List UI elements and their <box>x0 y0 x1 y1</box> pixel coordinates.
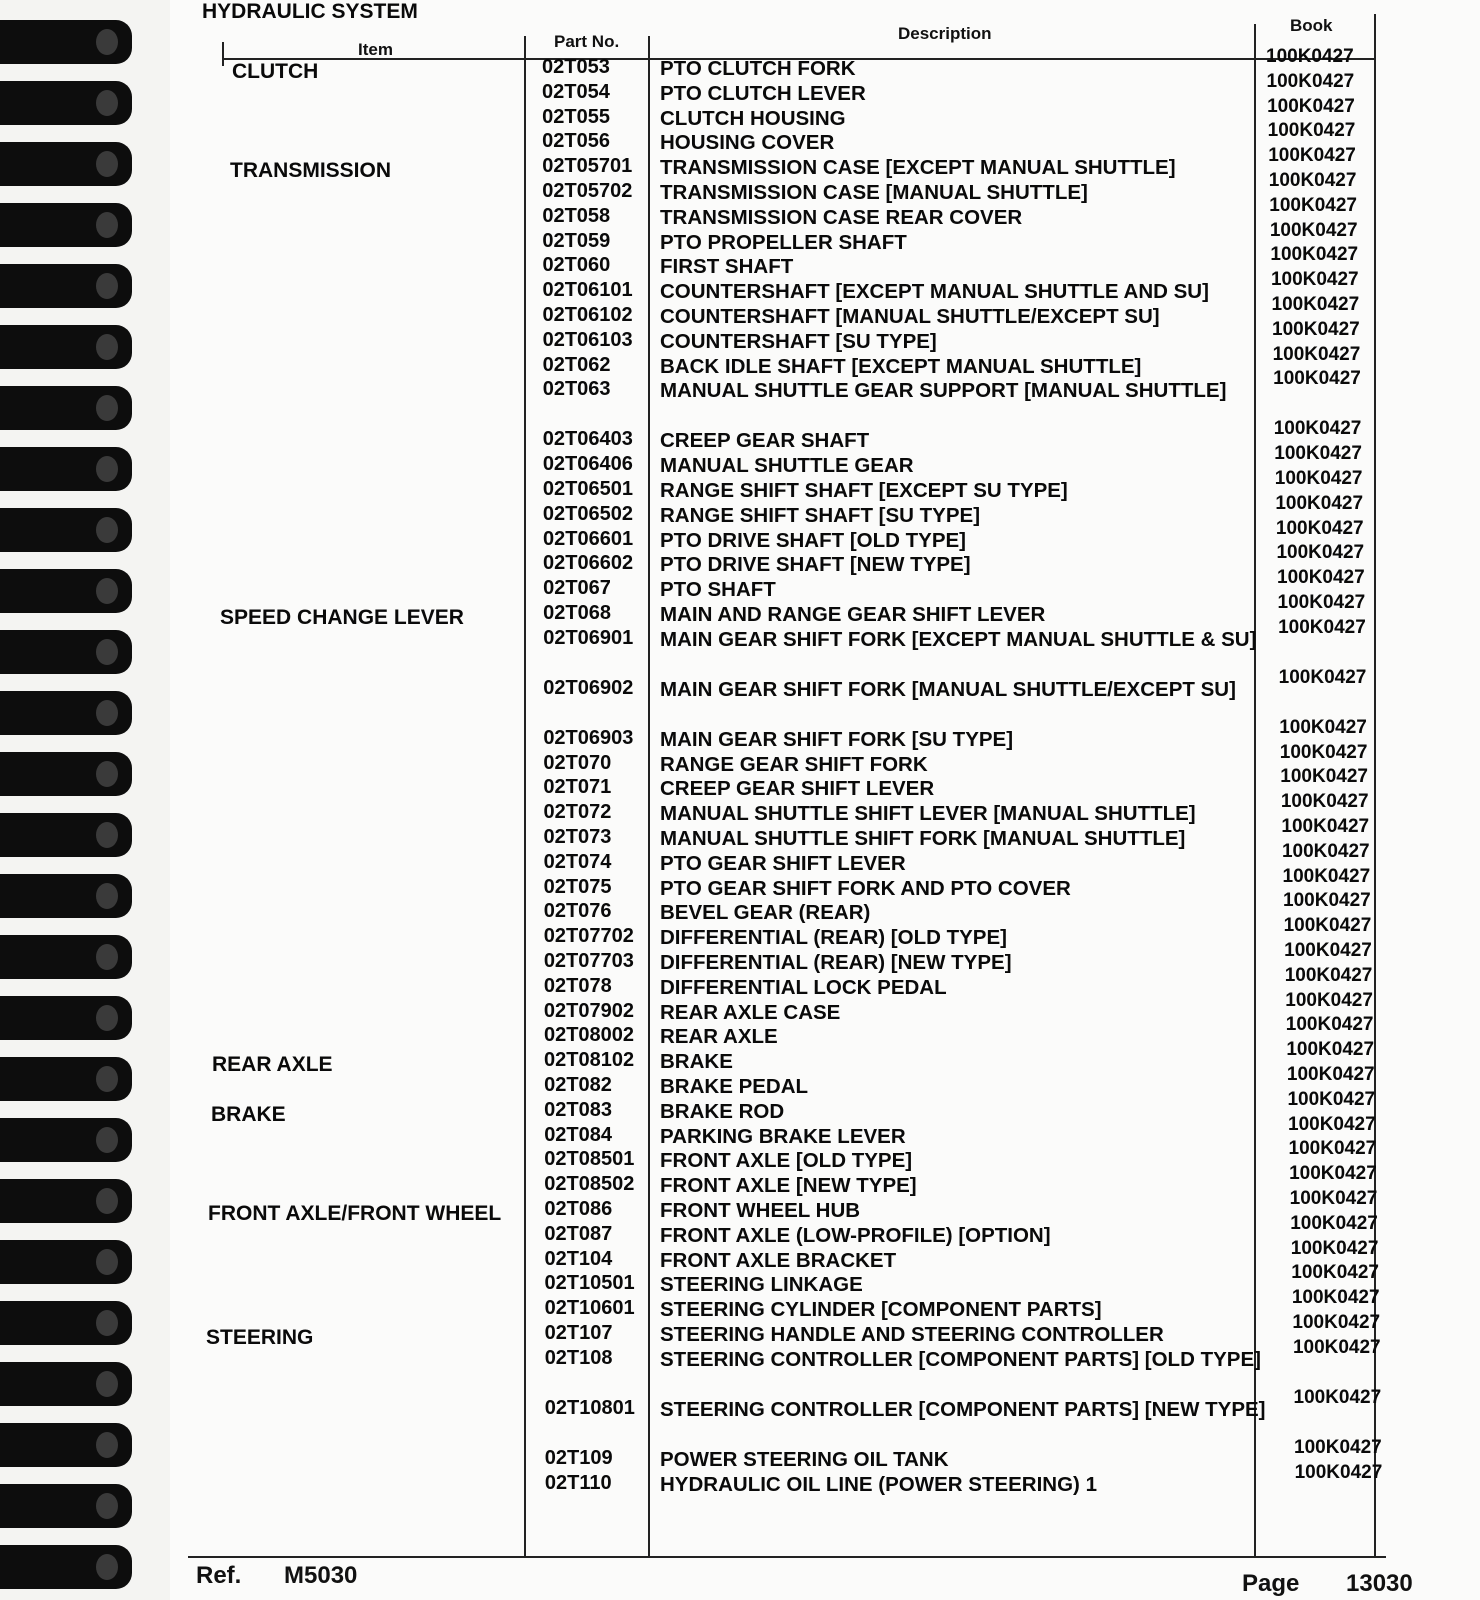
book-number: 100K0427 <box>1274 468 1363 489</box>
part-number: 02T068 <box>543 602 611 624</box>
part-description: HOUSING COVER <box>660 131 835 155</box>
binding-ring <box>0 1179 132 1223</box>
part-description: PTO PROPELLER SHAFT <box>660 230 907 254</box>
part-description: PTO GEAR SHIFT LEVER <box>660 851 906 875</box>
part-description: CREEP GEAR SHAFT <box>660 429 870 453</box>
section-label: HYDRAULIC SYSTEM <box>202 0 418 23</box>
part-number: 02T10801 <box>544 1396 635 1419</box>
book-number: 100K0427 <box>1285 989 1373 1011</box>
book-number: 100K0427 <box>1287 1088 1376 1110</box>
part-description: REAR AXLE CASE <box>660 1000 841 1024</box>
part-description: BACK IDLE SHAFT [EXCEPT MANUAL SHUTTLE] <box>660 354 1142 378</box>
part-number: 02T056 <box>542 130 610 153</box>
part-number: 02T10601 <box>544 1297 635 1320</box>
book-number: 100K0427 <box>1281 816 1370 837</box>
book-number: 100K0427 <box>1269 219 1358 241</box>
part-number: 02T071 <box>543 776 612 799</box>
book-number: 100K0427 <box>1266 46 1354 67</box>
part-number: 02T08002 <box>543 1024 635 1047</box>
part-number: 02T107 <box>544 1322 613 1344</box>
book-number: 100K0427 <box>1278 616 1366 638</box>
part-number: 02T07702 <box>543 925 634 948</box>
part-number: 02T054 <box>542 80 610 103</box>
part-number: 02T060 <box>542 254 611 277</box>
header-part-no: Part No. <box>554 32 620 51</box>
book-number: 100K0427 <box>1266 70 1355 92</box>
part-description: DIFFERENTIAL LOCK PEDAL <box>660 975 947 999</box>
part-description: PTO DRIVE SHAFT [NEW TYPE] <box>660 553 971 577</box>
part-number: 02T062 <box>542 353 611 376</box>
binding-ring <box>0 1057 132 1101</box>
book-number: 100K0427 <box>1270 269 1359 291</box>
part-number: 02T072 <box>543 801 612 824</box>
part-description: MAIN GEAR SHIFT FORK [SU TYPE] <box>660 727 1014 751</box>
part-description: CREEP GEAR SHIFT LEVER <box>660 777 935 801</box>
part-description: PTO SHAFT <box>660 578 776 602</box>
header-description: Description <box>898 24 992 43</box>
book-number: 100K0427 <box>1286 1039 1375 1061</box>
book-number: 100K0427 <box>1286 1064 1375 1085</box>
binding-ring <box>0 203 132 247</box>
book-number: 100K0427 <box>1270 244 1359 266</box>
part-number: 02T053 <box>542 56 610 78</box>
book-number: 100K0427 <box>1282 865 1371 887</box>
part-description: BEVEL GEAR (REAR) <box>660 901 871 925</box>
part-description: COUNTERSHAFT [SU TYPE] <box>660 329 937 353</box>
book-number: 100K0427 <box>1290 1237 1379 1259</box>
part-number: 02T087 <box>544 1222 613 1245</box>
section-label: SPEED CHANGE LEVER <box>220 606 464 629</box>
part-number: 02T055 <box>542 105 610 128</box>
part-description: BRAKE PEDAL <box>660 1075 809 1098</box>
book-number: 100K0427 <box>1289 1163 1377 1185</box>
binding-ring <box>0 1301 132 1345</box>
binding-ring <box>0 508 132 552</box>
book-number: 100K0427 <box>1273 368 1361 390</box>
binding-ring <box>0 264 132 308</box>
book-number: 100K0427 <box>1294 1436 1382 1458</box>
part-description: DIFFERENTIAL (REAR) [OLD TYPE] <box>660 926 1007 950</box>
part-number: 02T058 <box>542 204 611 227</box>
part-number: 02T06103 <box>542 328 633 351</box>
book-number: 100K0427 <box>1280 766 1368 788</box>
part-number: 02T070 <box>543 751 612 774</box>
book-number: 100K0427 <box>1289 1188 1378 1209</box>
part-description: COUNTERSHAFT [MANUAL SHUTTLE/EXCEPT SU] <box>660 305 1160 328</box>
binding-ring <box>0 1240 132 1284</box>
part-number: 02T074 <box>543 850 612 873</box>
binding-ring <box>0 1362 132 1406</box>
part-number: 02T082 <box>544 1074 612 1096</box>
book-number: 100K0427 <box>1267 95 1355 117</box>
book-number: 100K0427 <box>1283 890 1371 912</box>
part-number: 02T08102 <box>544 1049 635 1072</box>
book-number: 100K0427 <box>1288 1138 1377 1160</box>
part-number: 02T075 <box>543 875 612 898</box>
section-label: BRAKE <box>211 1102 286 1126</box>
part-number: 02T08501 <box>544 1148 635 1171</box>
binding-ring <box>0 813 132 857</box>
part-number: 02T083 <box>544 1098 612 1121</box>
book-number: 100K0427 <box>1280 791 1369 813</box>
part-number: 02T07703 <box>543 950 634 972</box>
part-description: HYDRAULIC OIL LINE (POWER STEERING) 1 <box>660 1472 1097 1496</box>
part-number: 02T06501 <box>542 478 633 500</box>
part-number: 02T05702 <box>542 180 633 202</box>
part-description: PTO DRIVE SHAFT [OLD TYPE] <box>660 528 966 552</box>
part-description: FRONT AXLE BRACKET <box>660 1248 897 1272</box>
book-number: 100K0427 <box>1288 1113 1376 1135</box>
binding-ring <box>0 874 132 918</box>
part-description: STEERING CONTROLLER [COMPONENT PARTS] [NEW TYPE] <box>660 1397 1266 1421</box>
part-description: STEERING CYLINDER [COMPONENT PARTS] <box>660 1298 1102 1322</box>
part-description: BRAKE ROD <box>660 1099 785 1123</box>
binding-ring <box>0 996 132 1040</box>
book-number: 100K0427 <box>1274 443 1362 465</box>
page-label: Page <box>1242 1570 1300 1597</box>
part-description: MAIN GEAR SHIFT FORK [EXCEPT MANUAL SHUTTLE & SU] <box>660 627 1257 651</box>
book-number: 100K0427 <box>1267 120 1356 142</box>
part-description: RANGE SHIFT SHAFT [EXCEPT SU TYPE] <box>660 479 1068 502</box>
book-number: 100K0427 <box>1291 1287 1380 1309</box>
binding-ring <box>0 325 132 369</box>
binding-ring <box>0 752 132 796</box>
binding-ring <box>0 1545 132 1589</box>
part-number: 02T108 <box>544 1346 613 1369</box>
binding-ring <box>0 386 132 430</box>
spiral-binding <box>0 0 170 1600</box>
section-label: REAR AXLE <box>212 1053 333 1077</box>
binding-ring <box>0 691 132 735</box>
page-number: 13030 <box>1346 1570 1413 1597</box>
book-number: 100K0427 <box>1272 343 1361 365</box>
part-description: FRONT AXLE [NEW TYPE] <box>660 1174 917 1198</box>
part-description: TRANSMISSION CASE [MANUAL SHUTTLE] <box>660 181 1088 204</box>
part-description: FRONT AXLE (LOW-PROFILE) [OPTION] <box>660 1223 1051 1247</box>
part-number: 02T063 <box>542 378 611 401</box>
book-number: 100K0427 <box>1279 716 1367 738</box>
book-number: 100K0427 <box>1294 1461 1383 1483</box>
header-book: Book <box>1290 16 1333 35</box>
part-description: MANUAL SHUTTLE GEAR <box>660 454 914 478</box>
ref-label: Ref. <box>196 1562 242 1589</box>
part-number: 02T08502 <box>544 1173 635 1196</box>
part-description: POWER STEERING OIL TANK <box>660 1447 949 1471</box>
book-number: 100K0427 <box>1276 542 1365 564</box>
book-number: 100K0427 <box>1278 666 1367 688</box>
part-number: 02T06102 <box>542 304 633 326</box>
binding-ring <box>0 569 132 613</box>
part-number: 02T076 <box>543 900 612 923</box>
part-number: 02T059 <box>542 229 611 252</box>
part-number: 02T06901 <box>543 626 634 649</box>
parts-index-page <box>170 0 1480 1600</box>
part-description: MAIN GEAR SHIFT FORK [MANUAL SHUTTLE/EXCEPT SU] <box>660 677 1236 701</box>
binding-ring <box>0 1423 132 1467</box>
binding-ring <box>0 142 132 186</box>
part-number: 02T06101 <box>542 279 633 302</box>
bottom-rule <box>188 1556 1386 1558</box>
part-description: STEERING LINKAGE <box>660 1273 863 1297</box>
part-number: 02T05701 <box>542 155 633 178</box>
part-description: TRANSMISSION CASE REAR COVER <box>660 205 1023 229</box>
part-description: MANUAL SHUTTLE SHIFT LEVER [MANUAL SHUTTLE] <box>660 802 1196 826</box>
part-description: FRONT AXLE [OLD TYPE] <box>660 1149 913 1173</box>
book-number: 100K0427 <box>1284 940 1372 961</box>
part-description: RANGE GEAR SHIFT FORK <box>660 752 928 776</box>
part-description: PTO CLUTCH FORK <box>660 57 856 80</box>
part-description: RANGE SHIFT SHAFT [SU TYPE] <box>660 503 981 527</box>
part-number: 02T067 <box>543 577 611 600</box>
part-number: 02T06902 <box>543 676 634 699</box>
book-number: 100K0427 <box>1272 318 1360 340</box>
book-number: 100K0427 <box>1293 1386 1382 1408</box>
description-column-rule <box>648 36 650 1556</box>
binding-ring <box>0 447 132 491</box>
book-number: 100K0427 <box>1291 1262 1379 1284</box>
part-description: REAR AXLE <box>660 1025 778 1049</box>
part-number: 02T086 <box>544 1198 613 1220</box>
part-description: MANUAL SHUTTLE SHIFT FORK [MANUAL SHUTTLE] <box>660 827 1186 850</box>
binding-ring <box>0 1484 132 1528</box>
book-number: 100K0427 <box>1268 145 1356 167</box>
part-number: 02T07902 <box>543 999 634 1022</box>
section-label: TRANSMISSION <box>230 159 392 183</box>
part-number: 02T06602 <box>543 552 634 575</box>
part-description: STEERING CONTROLLER [COMPONENT PARTS] [OLD TYPE] <box>660 1347 1261 1371</box>
part-description: FIRST SHAFT <box>660 255 794 279</box>
binding-ring <box>0 1118 132 1162</box>
part-number: 02T073 <box>543 826 612 848</box>
book-number: 100K0427 <box>1279 741 1368 763</box>
part-description: DIFFERENTIAL (REAR) [NEW TYPE] <box>660 951 1012 974</box>
part-number: 02T110 <box>544 1471 612 1494</box>
part-number: 02T084 <box>544 1123 613 1146</box>
book-number: 100K0427 <box>1284 964 1373 986</box>
part-number: 02T06406 <box>542 453 633 476</box>
book-number: 100K0427 <box>1292 1336 1381 1358</box>
book-number: 100K0427 <box>1268 170 1357 191</box>
book-number: 100K0427 <box>1277 592 1366 613</box>
part-description: COUNTERSHAFT [EXCEPT MANUAL SHUTTLE AND SU] <box>660 280 1209 304</box>
part-description: PTO GEAR SHIFT FORK AND PTO COVER <box>660 876 1071 900</box>
part-number: 02T06601 <box>542 527 634 550</box>
part-number: 02T104 <box>544 1247 613 1270</box>
part-description: TRANSMISSION CASE [EXCEPT MANUAL SHUTTLE] <box>660 156 1176 180</box>
book-number: 100K0427 <box>1292 1312 1381 1333</box>
part-description: PARKING BRAKE LEVER <box>660 1124 906 1148</box>
part-number: 02T10501 <box>544 1272 635 1295</box>
book-number: 100K0427 <box>1290 1212 1378 1234</box>
part-column-rule <box>524 36 526 1556</box>
part-description: FRONT WHEEL HUB <box>660 1199 861 1222</box>
book-number: 100K0427 <box>1285 1014 1374 1036</box>
part-description: BRAKE <box>660 1050 733 1074</box>
binding-ring <box>0 630 132 674</box>
part-number: 02T06502 <box>542 502 633 525</box>
book-number: 100K0427 <box>1269 194 1357 216</box>
part-description: MANUAL SHUTTLE GEAR SUPPORT [MANUAL SHUTTLE] <box>660 379 1227 403</box>
part-description: STEERING HANDLE AND STEERING CONTROLLER <box>660 1323 1164 1346</box>
part-description: MAIN AND RANGE GEAR SHIFT LEVER <box>660 603 1046 626</box>
section-label: STEERING <box>206 1326 314 1349</box>
part-description: PTO CLUTCH LEVER <box>660 81 866 105</box>
header-item: Item <box>358 40 393 59</box>
book-number: 100K0427 <box>1281 840 1370 862</box>
section-label: CLUTCH <box>232 60 319 83</box>
book-number: 100K0427 <box>1277 567 1365 589</box>
part-number: 02T109 <box>544 1446 613 1469</box>
binding-ring <box>0 81 132 125</box>
binding-ring <box>0 935 132 979</box>
book-number: 100K0427 <box>1275 492 1364 514</box>
part-number: 02T06403 <box>542 428 633 451</box>
section-label: FRONT AXLE/FRONT WHEEL <box>208 1202 502 1225</box>
left-rule <box>222 42 224 66</box>
binding-ring <box>0 20 132 64</box>
part-description: CLUTCH HOUSING <box>660 106 846 130</box>
part-number: 02T06903 <box>543 726 634 749</box>
book-number: 100K0427 <box>1271 294 1360 315</box>
parts-table <box>170 0 1480 1600</box>
book-number: 100K0427 <box>1283 915 1372 937</box>
book-number: 100K0427 <box>1275 517 1364 539</box>
book-number: 100K0427 <box>1273 418 1362 440</box>
ref-value: M5030 <box>284 1562 358 1589</box>
part-number: 02T078 <box>543 974 612 997</box>
